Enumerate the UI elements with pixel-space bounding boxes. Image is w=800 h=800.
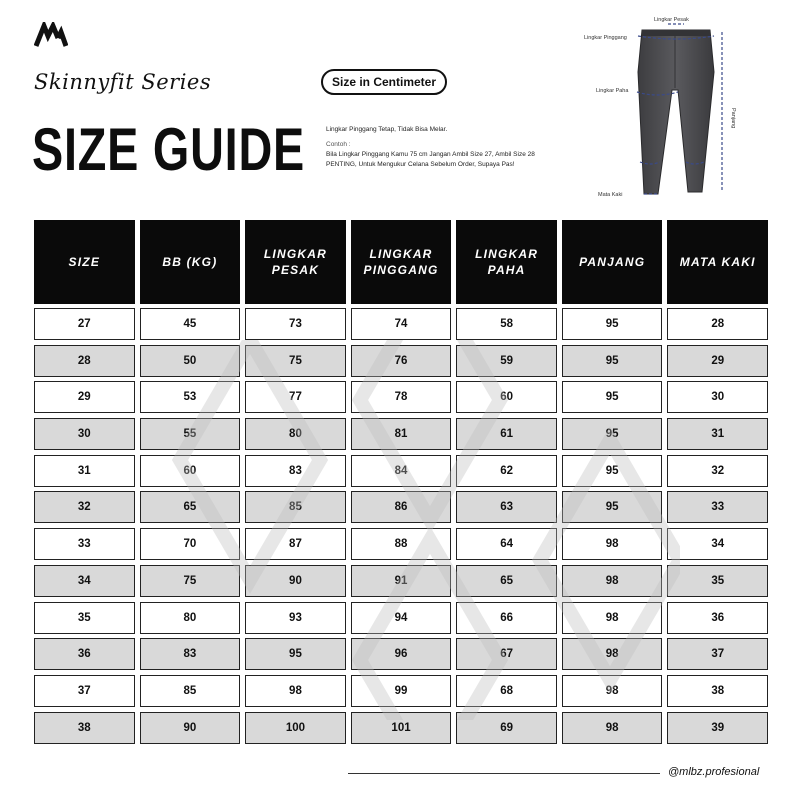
cell-size: 32 <box>34 491 135 523</box>
cell-mata-kaki: 28 <box>667 308 768 340</box>
header-lingkar-pinggang: LINGKAR PINGGANG <box>351 220 452 304</box>
cell-panjang: 98 <box>562 638 663 670</box>
cell-lingkar-pesak: 83 <box>245 455 346 487</box>
pants-shape <box>638 30 714 194</box>
header-size: SIZE <box>34 220 135 304</box>
cell-panjang: 95 <box>562 345 663 377</box>
cell-size: 36 <box>34 638 135 670</box>
label-pesak: Lingkar Pesak <box>654 17 689 23</box>
cell-bb: 85 <box>140 675 241 707</box>
cell-mata-kaki: 32 <box>667 455 768 487</box>
cell-lingkar-paha: 67 <box>456 638 557 670</box>
table-row <box>34 638 768 670</box>
cell-lingkar-pinggang: 91 <box>351 565 452 597</box>
cell-bb: 80 <box>140 602 241 634</box>
cell-panjang: 95 <box>562 418 663 450</box>
cell-mata-kaki: 29 <box>667 345 768 377</box>
cell-mata-kaki: 34 <box>667 528 768 560</box>
cell-panjang: 95 <box>562 381 663 413</box>
cell-size: 29 <box>34 381 135 413</box>
header-mata-kaki: MATA KAKI <box>667 220 768 304</box>
cell-lingkar-paha: 64 <box>456 528 557 560</box>
table-row <box>34 418 768 450</box>
cell-panjang: 98 <box>562 602 663 634</box>
note-contoh-label: Contoh : <box>326 141 351 148</box>
cell-panjang: 95 <box>562 308 663 340</box>
table-row <box>34 675 768 707</box>
cell-lingkar-paha: 63 <box>456 491 557 523</box>
cell-lingkar-pinggang: 78 <box>351 381 452 413</box>
cell-panjang: 98 <box>562 528 663 560</box>
label-panjang: Panjang <box>730 108 736 129</box>
cell-panjang: 98 <box>562 675 663 707</box>
header-lingkar-pesak: LINGKAR PESAK <box>245 220 346 304</box>
page-title: SIZE GUIDE <box>32 116 306 183</box>
header-panjang: PANJANG <box>562 220 663 304</box>
cell-lingkar-pesak: 90 <box>245 565 346 597</box>
label-mata-kaki: Mata Kaki <box>598 192 623 198</box>
cell-lingkar-pesak: 95 <box>245 638 346 670</box>
cell-size: 37 <box>34 675 135 707</box>
cell-bb: 50 <box>140 345 241 377</box>
cell-lingkar-pinggang: 76 <box>351 345 452 377</box>
cell-lingkar-paha: 59 <box>456 345 557 377</box>
cell-bb: 45 <box>140 308 241 340</box>
cell-lingkar-pinggang: 96 <box>351 638 452 670</box>
cell-mata-kaki: 38 <box>667 675 768 707</box>
cell-lingkar-pesak: 80 <box>245 418 346 450</box>
table-row <box>34 345 768 377</box>
cell-lingkar-pesak: 77 <box>245 381 346 413</box>
cell-mata-kaki: 31 <box>667 418 768 450</box>
cell-lingkar-pinggang: 86 <box>351 491 452 523</box>
cell-lingkar-pesak: 93 <box>245 602 346 634</box>
cell-lingkar-paha: 68 <box>456 675 557 707</box>
cell-mata-kaki: 36 <box>667 602 768 634</box>
cell-mata-kaki: 37 <box>667 638 768 670</box>
cell-lingkar-pesak: 75 <box>245 345 346 377</box>
cell-lingkar-paha: 69 <box>456 712 557 744</box>
cell-mata-kaki: 35 <box>667 565 768 597</box>
cell-panjang: 95 <box>562 491 663 523</box>
table-row <box>34 381 768 413</box>
cell-lingkar-pesak: 73 <box>245 308 346 340</box>
footer-divider <box>348 773 660 774</box>
cell-lingkar-pesak: 100 <box>245 712 346 744</box>
cell-lingkar-pinggang: 99 <box>351 675 452 707</box>
cell-bb: 60 <box>140 455 241 487</box>
cell-lingkar-pesak: 85 <box>245 491 346 523</box>
cell-mata-kaki: 39 <box>667 712 768 744</box>
cell-size: 28 <box>34 345 135 377</box>
cell-lingkar-pinggang: 84 <box>351 455 452 487</box>
header-lingkar-paha: LINGKAR PAHA <box>456 220 557 304</box>
cell-mata-kaki: 33 <box>667 491 768 523</box>
cell-bb: 90 <box>140 712 241 744</box>
cell-size: 31 <box>34 455 135 487</box>
cell-lingkar-pinggang: 81 <box>351 418 452 450</box>
label-pinggang: Lingkar Pinggang <box>584 35 627 41</box>
cell-size: 38 <box>34 712 135 744</box>
cell-lingkar-pinggang: 88 <box>351 528 452 560</box>
cell-bb: 65 <box>140 491 241 523</box>
pants-measurement-diagram <box>582 12 752 202</box>
cell-lingkar-paha: 62 <box>456 455 557 487</box>
table-row <box>34 455 768 487</box>
table-row <box>34 712 768 744</box>
cell-mata-kaki: 30 <box>667 381 768 413</box>
table-row <box>34 308 768 340</box>
note-line-1: Lingkar Pinggang Tetap, Tidak Bisa Melar. <box>326 126 448 133</box>
cell-bb: 83 <box>140 638 241 670</box>
cell-bb: 70 <box>140 528 241 560</box>
cell-panjang: 95 <box>562 455 663 487</box>
cell-size: 35 <box>34 602 135 634</box>
cell-lingkar-paha: 66 <box>456 602 557 634</box>
mountain-m-logo-icon <box>34 22 68 48</box>
unit-badge: Size in Centimeter <box>321 69 447 95</box>
table-row <box>34 565 768 597</box>
series-name: Skinnyfit Series <box>34 70 212 94</box>
cell-lingkar-paha: 58 <box>456 308 557 340</box>
cell-size: 33 <box>34 528 135 560</box>
table-row <box>34 491 768 523</box>
table-header-row <box>34 220 768 304</box>
cell-size: 27 <box>34 308 135 340</box>
cell-size: 30 <box>34 418 135 450</box>
footer-handle: @mlbz.profesional <box>668 766 760 778</box>
cell-bb: 53 <box>140 381 241 413</box>
cell-lingkar-pinggang: 94 <box>351 602 452 634</box>
size-table <box>34 220 768 748</box>
cell-lingkar-pesak: 87 <box>245 528 346 560</box>
cell-lingkar-pinggang: 74 <box>351 308 452 340</box>
cell-lingkar-paha: 61 <box>456 418 557 450</box>
cell-lingkar-pesak: 98 <box>245 675 346 707</box>
cell-bb: 75 <box>140 565 241 597</box>
table-row <box>34 602 768 634</box>
measurement-notes <box>326 125 586 175</box>
cell-bb: 55 <box>140 418 241 450</box>
cell-panjang: 98 <box>562 565 663 597</box>
note-line-2: Bila Lingkar Pinggang Kamu 75 cm Jangan Ambil Size 27, Ambil Size 28 <box>326 151 535 158</box>
header-bb: BB (KG) <box>140 220 241 304</box>
cell-lingkar-pinggang: 101 <box>351 712 452 744</box>
cell-panjang: 98 <box>562 712 663 744</box>
cell-lingkar-paha: 65 <box>456 565 557 597</box>
label-paha: Lingkar Paha <box>596 88 629 94</box>
table-body <box>34 308 768 744</box>
cell-lingkar-paha: 60 <box>456 381 557 413</box>
cell-size: 34 <box>34 565 135 597</box>
table-row <box>34 528 768 560</box>
note-line-3: PENTING, Untuk Mengukur Celana Sebelum Order, Supaya Pas! <box>326 161 515 168</box>
